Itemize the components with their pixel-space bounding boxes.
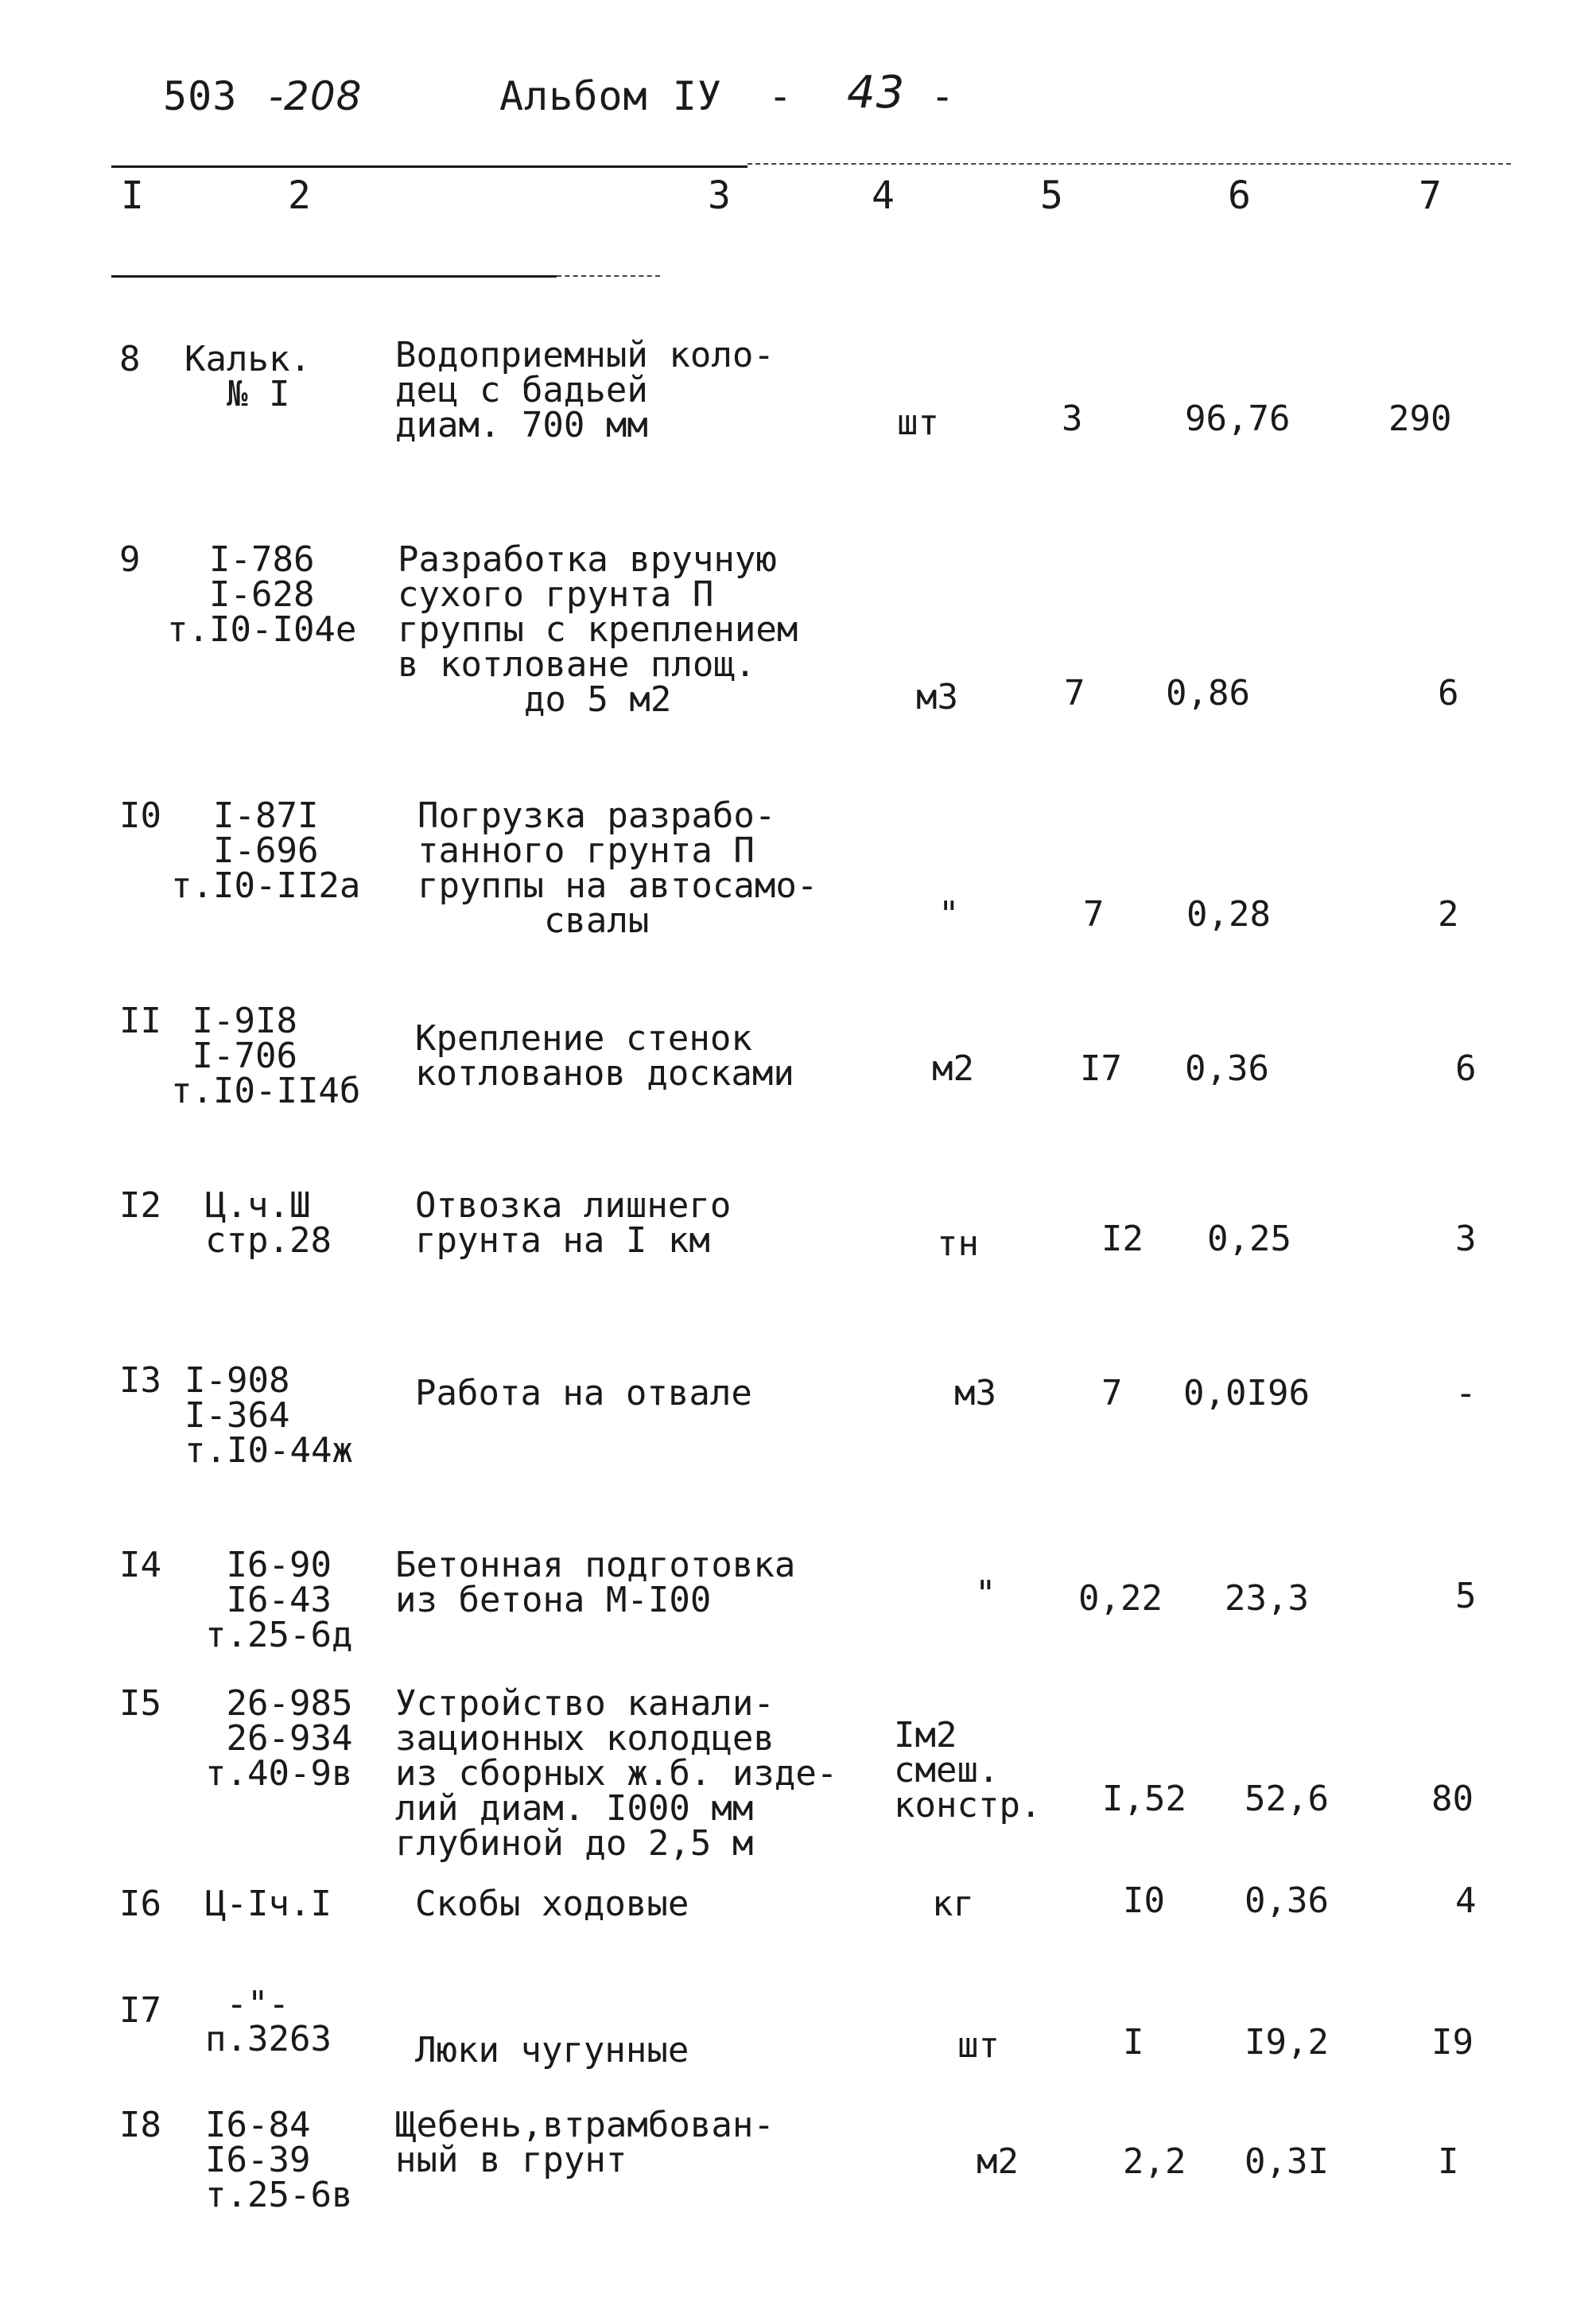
table-row-ref: Ц-Iч.I [205, 1884, 332, 1924]
table-row-total: 80 [1431, 1779, 1474, 1819]
column-number-5: 5 [1040, 173, 1063, 218]
header-dash-right: - [930, 73, 956, 119]
table-row-unit: шт [897, 402, 939, 443]
table-row-qty: 7 [1064, 673, 1085, 714]
table-row-ref: Ц.ч.Ш стр.28 [205, 1185, 332, 1261]
table-row-num: I8 [119, 2105, 161, 2145]
table-row-total: I [1438, 2141, 1459, 2182]
table-row-total: 3 [1455, 1219, 1477, 1259]
table-row-num: I4 [119, 1545, 161, 1585]
table-row-price: 0,86 [1166, 673, 1250, 714]
table-row-qty: 2,2 [1123, 2141, 1186, 2182]
album-title: Альбом IУ [499, 73, 722, 119]
table-row-num: II [119, 1001, 161, 1041]
table-row-qty: I7 [1080, 1048, 1122, 1089]
album-code-suffix: -208 [269, 73, 363, 119]
table-row-unit: м2 [932, 1048, 974, 1089]
table-row-num: I7 [119, 1990, 161, 2031]
table-row-num: I2 [119, 1185, 161, 1226]
column-number-6: 6 [1228, 173, 1251, 218]
table-row-price: 52,6 [1245, 1779, 1329, 1819]
table-row-price: 0,36 [1245, 1880, 1329, 1921]
table-row-ref: I-908 I-364 т.I0-44ж [184, 1360, 353, 1471]
column-number-3: 3 [708, 173, 731, 218]
table-row-name: Разработка вручную сухого грунта П группы с креплением в котловане площ. до 5 м2 [398, 539, 798, 720]
table-row-name: Отвозка лишнего грунта на I км [415, 1185, 732, 1261]
table-row-total: 4 [1455, 1880, 1477, 1921]
table-row-name: Крепление стенок котлованов досками [415, 1018, 794, 1094]
table-row-name: Бетонная подготовка из бетона М-I00 [395, 1545, 796, 1620]
table-row-price: I9,2 [1245, 2022, 1329, 2063]
table-row-total: I9 [1431, 2022, 1474, 2063]
table-row-unit: тн [937, 1223, 979, 1264]
table-row-unit: Iм2 смеш. констр. [894, 1715, 1042, 1826]
table-row-name: Устройство канали- зационных колодцев из сборных ж.б. изде- лий диам. I000 мм глубиной до 2,5 м [395, 1683, 838, 1864]
table-row-total: - [1455, 1373, 1477, 1413]
table-row-total: 2 [1438, 894, 1459, 935]
table-row-price: 0,25 [1207, 1219, 1291, 1259]
table-row-unit: " [975, 1573, 996, 1614]
table-row-unit: шт [957, 2025, 1000, 2066]
table-row-ref: I6-84 I6-39 т.25-6в [205, 2105, 353, 2215]
column-header-rule-faint [557, 275, 660, 277]
table-row-unit: м3 [916, 677, 958, 717]
table-row-price: 23,3 [1225, 1578, 1309, 1619]
table-row-num: 8 [119, 339, 141, 379]
column-number-2: 2 [288, 173, 311, 218]
table-row-qty: I [1123, 2022, 1144, 2063]
table-row-total: 290 [1388, 399, 1452, 439]
table-row-ref: 26-985 26-934 т.40-9в [205, 1683, 353, 1794]
table-row-total: 5 [1455, 1576, 1477, 1616]
page-number: 43 [847, 67, 906, 119]
table-row-qty: 0,22 [1078, 1578, 1163, 1619]
table-row-price: 0,36 [1185, 1048, 1269, 1089]
table-row-num: I6 [119, 1884, 161, 1924]
album-code: 503 [163, 73, 238, 119]
column-header-rule [111, 275, 557, 278]
table-row-num: 9 [119, 539, 141, 580]
table-row-qty: 7 [1101, 1373, 1123, 1413]
header-dash-left: - [768, 73, 794, 119]
table-row-qty: I,52 [1102, 1779, 1186, 1819]
table-row-name: Водоприемный коло- дец с бадьей диам. 700 мм [395, 335, 775, 445]
table-row-name: Погрузка разрабо- танного грунта П группы на автосамо- свалы [417, 795, 818, 941]
table-row-total: 6 [1455, 1048, 1477, 1089]
table-row-name: Скобы ходовые [415, 1884, 689, 1924]
table-row-ref: I-786 I-628 т.I0-I04е [167, 539, 357, 650]
table-row-num: I3 [119, 1360, 161, 1401]
table-row-qty: I0 [1123, 1880, 1165, 1921]
table-row-ref: I-9I8 I-706 т.I0-II4б [171, 1001, 361, 1111]
table-row-total: 6 [1438, 673, 1459, 714]
table-row-unit: м3 [954, 1373, 996, 1413]
table-row-qty: 3 [1062, 399, 1083, 439]
table-row-num: I5 [119, 1683, 161, 1724]
column-number-7: 7 [1419, 173, 1442, 218]
table-row-num: I0 [119, 795, 161, 836]
top-rule-faint [748, 163, 1511, 165]
table-row-qty: I2 [1101, 1219, 1144, 1259]
table-row-name: Работа на отвале [415, 1373, 752, 1413]
table-row-unit: м2 [977, 2141, 1019, 2182]
table-row-ref: Кальк. № I [184, 339, 311, 414]
table-row-unit: кг [932, 1884, 974, 1924]
column-number-4: 4 [872, 173, 895, 218]
column-number-1: I [121, 173, 144, 218]
table-row-price: 0,3I [1245, 2141, 1329, 2182]
table-row-name: Люки чугунные [415, 2030, 689, 2071]
table-row-unit: " [938, 894, 960, 935]
table-row-name: Щебень,втрамбован- ный в грунт [395, 2105, 775, 2180]
table-row-ref: -"- п.3263 [205, 1984, 332, 2059]
table-row-price: 0,28 [1186, 894, 1271, 935]
table-row-ref: I6-90 I6-43 т.25-6д [205, 1545, 353, 1655]
table-row-price: 96,76 [1185, 399, 1291, 439]
table-row-ref: I-87I I-696 т.I0-II2а [171, 795, 361, 906]
table-row-qty: 7 [1083, 894, 1105, 935]
top-rule [111, 165, 748, 168]
table-row-price: 0,0I96 [1183, 1373, 1310, 1413]
